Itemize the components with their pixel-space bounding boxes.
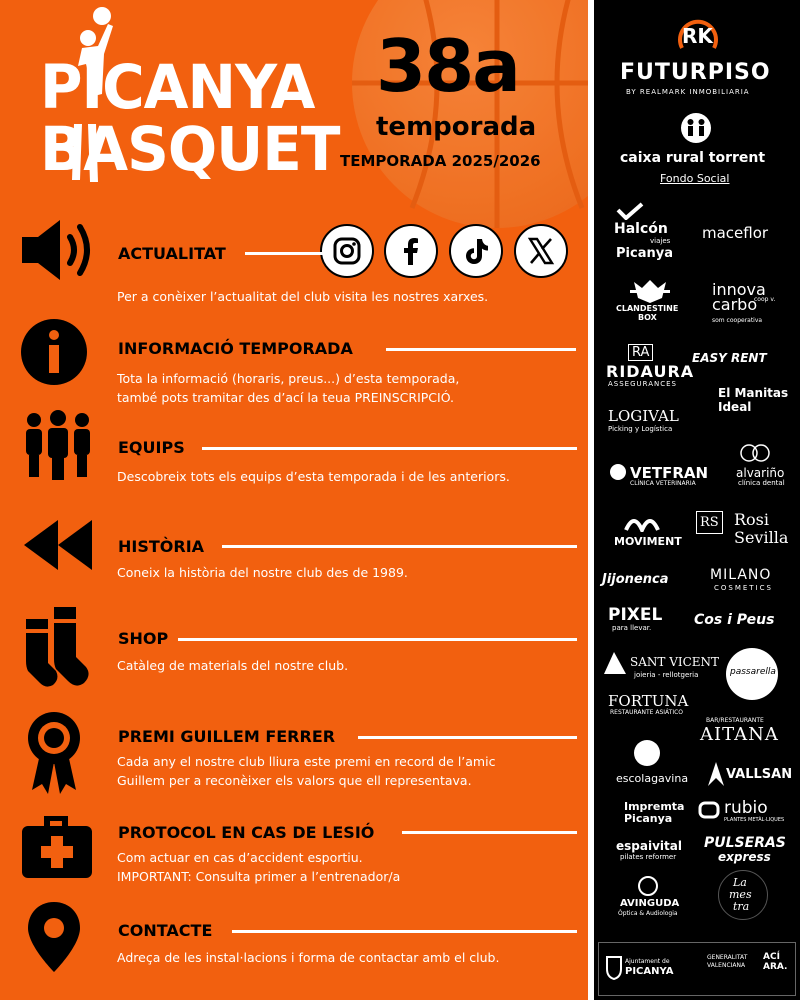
section-divider [358, 736, 577, 739]
section-description: Adreça de les instal·lacions i forma de contactar amb el club. [117, 950, 500, 965]
sponsor-generalitat-line2: VALENCIANA [707, 962, 746, 969]
sponsor-ridaura-sub: ASSEGURANCES [608, 380, 678, 388]
x-button[interactable] [514, 224, 568, 278]
sponsor-halcon-viajes: viajes [650, 237, 671, 245]
x-icon [527, 237, 555, 265]
first-aid-kit-icon [20, 812, 100, 882]
sponsor-impremta-sub: Picanya [624, 812, 673, 825]
club-logo-line1: PICANYA [40, 51, 315, 123]
sponsor-vallsan[interactable]: VALLSAN [726, 767, 793, 782]
sponsor-vetfran-sub: CLÍNICA VETERINARIA [630, 480, 696, 487]
institutions-box [598, 942, 796, 996]
sponsor-innova[interactable]: innova [712, 280, 766, 299]
section-description-line2: també pots tramitar des d’ací la teua PREINSCRIPCIÓ. [117, 390, 455, 405]
sponsor-innova-carbo: carbo [712, 295, 758, 314]
section-title: PROTOCOL EN CAS DE LESIÓ [118, 823, 375, 842]
sponsor-escolagavina[interactable]: escolagavina [616, 772, 689, 785]
sponsor-rosi-line2: Sevilla [734, 528, 789, 547]
section-divider [386, 348, 576, 351]
section-divider [178, 638, 577, 641]
sponsor-aci-ara[interactable]: ACÍ [763, 952, 780, 962]
rk-logo [674, 18, 720, 58]
instagram-button[interactable] [320, 224, 374, 278]
sponsor-jijonenca[interactable]: Jijonenca [602, 572, 669, 587]
sponsor-alvarino-sub: clínica dental [738, 479, 785, 487]
section-divider [202, 447, 577, 450]
sponsor-manitas[interactable]: El Manitas [718, 386, 789, 400]
info-icon [20, 317, 100, 387]
section-description-line2: Guillem per a reconèixer els valors que ell representava. [117, 773, 472, 788]
section-description-line1: Cada any el nostre club lliura este premi en record de l’amic [117, 754, 496, 769]
section-title: SHOP [118, 629, 169, 648]
sponsor-easyrent[interactable]: EASY RENT [692, 351, 767, 365]
sponsors-panel [594, 0, 800, 1000]
sponsor-pulseras-express: express [718, 850, 771, 864]
sponsor-rubio[interactable]: rubio [724, 798, 768, 818]
sponsor-aitana[interactable]: AITANA [700, 724, 779, 745]
section-title: PREMI GUILLEM FERRER [118, 727, 336, 746]
sponsor-vetfran[interactable]: VETFRAN [630, 464, 709, 482]
sponsor-ridaura[interactable]: RIDAURA [606, 362, 695, 381]
tiktok-icon [462, 237, 490, 265]
sponsor-caixa-rural[interactable]: caixa rural torrent [620, 150, 766, 166]
sponsor-innova-sub: som cooperativa [712, 317, 763, 324]
sponsor-caixa-sub[interactable]: Fondo Social [660, 172, 730, 185]
sponsor-manitas-line2: Ideal [718, 400, 752, 414]
speaker-icon [20, 215, 100, 285]
sponsor-clandestine-sub: BOX [638, 313, 657, 322]
club-logo-line2: BASQUET [40, 113, 340, 185]
sponsor-clandestine[interactable]: CLANDESTINE [616, 304, 679, 313]
instagram-icon [333, 237, 361, 265]
section-title: ACTUALITAT [118, 244, 226, 263]
season-years: TEMPORADA 2025/2026 [340, 152, 541, 170]
sponsor-espaivital-sub: pilates reformer [620, 853, 677, 861]
halcon-check-icon [616, 202, 644, 220]
ridaura-badge: RA [628, 344, 653, 361]
sponsor-generalitat[interactable]: GENERALITAT [707, 954, 748, 961]
ajuntament-shield-icon [605, 955, 623, 981]
sponsor-rosi-sevilla[interactable]: Rosi [734, 510, 770, 529]
section-title: EQUIPS [118, 438, 185, 457]
sponsor-aitana-sub: BAR/RESTAURANTE [706, 717, 764, 724]
sponsor-halcon-sub: Picanya [616, 246, 673, 261]
sponsor-aci-ara-line2: ARA. [763, 962, 788, 972]
sponsor-impremta[interactable]: Impremta [624, 800, 685, 813]
sponsor-avinguda-sub: Òptica & Audiologia [618, 910, 678, 917]
vetfran-pet-icon [608, 462, 628, 482]
alvarino-tooth-icon [740, 442, 770, 464]
section-description: Per a conèixer l’actualitat del club visita les nostres xarxes. [117, 289, 489, 304]
team-icon [20, 410, 100, 480]
section-title: CONTACTE [118, 921, 213, 940]
sponsor-alvarino[interactable]: alvariño [736, 466, 785, 480]
section-description: Catàleg de materials del nostre club. [117, 658, 349, 673]
sponsor-pulseras[interactable]: PULSERAS [704, 835, 786, 851]
sponsor-cos-i-peus[interactable]: Cos i Peus [694, 612, 775, 628]
lamestra-badge[interactable] [718, 870, 768, 920]
season-number: 38a [376, 24, 519, 108]
sponsor-rubio-sub: PLANTES METÀL·LIQUES [724, 817, 785, 823]
escolagavina-icon [634, 740, 660, 766]
avinguda-icon [638, 876, 658, 896]
sponsor-lamestra-line2: mes [729, 888, 752, 901]
tiktok-button[interactable] [449, 224, 503, 278]
sponsor-logival-sub: Picking y Logística [608, 425, 673, 433]
facebook-button[interactable] [384, 224, 438, 278]
sponsor-halcon[interactable]: Halcón [614, 221, 668, 237]
clandestine-fox-icon [630, 278, 670, 304]
section-description: Coneix la història del nostre club des de 1989. [117, 565, 408, 580]
sponsor-avinguda[interactable]: AVINGUDA [620, 898, 680, 909]
passarella-badge[interactable] [726, 648, 778, 700]
section-divider [245, 252, 325, 255]
moviment-arc-icon [624, 512, 660, 532]
section-title: HISTÒRIA [118, 537, 205, 556]
sponsor-sant-vicent[interactable]: SANT VICENT [630, 655, 720, 669]
sponsor-sant-vicent-sub: joieria - rellotgeria [634, 671, 699, 679]
sponsor-logival[interactable]: LOGIVAL [608, 407, 679, 425]
award-ribbon-icon [20, 710, 100, 795]
sponsor-ajuntament-picanya[interactable]: PICANYA [625, 966, 674, 977]
sponsor-moviment[interactable]: MOVIMENT [614, 535, 682, 548]
sponsor-milano-sub: COSMETICS [714, 584, 773, 592]
sponsor-lamestra-line3: tra [733, 900, 750, 913]
section-description-line1: Com actuar en cas d’accident esportiu. [117, 850, 363, 865]
sponsor-pixel-sub: para llevar. [612, 624, 652, 632]
sponsor-milano[interactable]: MILANO [710, 567, 772, 583]
section-description-line1: Tota la informació (horaris, preus...) d’esta temporada, [117, 371, 460, 386]
socks-icon [20, 605, 100, 690]
rewind-icon [20, 510, 100, 580]
section-divider [222, 545, 577, 548]
season-word: temporada [376, 112, 537, 142]
sponsor-pixel[interactable]: PIXEL [608, 605, 663, 625]
rosi-badge: RS [696, 511, 723, 534]
ajuntament-label: Ajuntament de [625, 958, 670, 965]
sponsor-maceflor[interactable]: maceflor [702, 224, 769, 242]
location-pin-icon [20, 900, 100, 980]
sponsor-fortuna-sub: RESTAURANTE ASIÁTICO [610, 709, 684, 716]
facebook-icon [397, 237, 425, 265]
rubio-icon [698, 801, 720, 819]
sponsor-espaivital[interactable]: espaivital [616, 839, 682, 853]
sant-vicent-icon [602, 650, 628, 676]
sponsor-futurpiso[interactable]: FUTURPISO [620, 60, 771, 85]
section-divider [402, 831, 577, 834]
vallsan-icon [706, 760, 726, 788]
caixa-rural-icon [680, 112, 712, 144]
section-divider [232, 930, 577, 933]
sponsor-passarella: passarella [730, 667, 776, 677]
sponsor-fortuna[interactable]: FORTUNA [608, 692, 689, 710]
section-description-line2: IMPORTANT: Consulta primer a l’entrenador/a [117, 869, 401, 884]
section-title: INFORMACIÓ TEMPORADA [118, 339, 353, 358]
section-description: Descobreix tots els equips d’esta temporada i de les anteriors. [117, 469, 510, 484]
rk-badge-text: RK [682, 24, 713, 48]
sponsor-innova-coop: coop v. [754, 296, 776, 303]
sponsor-lamestra: La [733, 876, 747, 889]
sponsor-futurpiso-sub: BY REALMARK INMOBILIARIA [626, 88, 750, 96]
